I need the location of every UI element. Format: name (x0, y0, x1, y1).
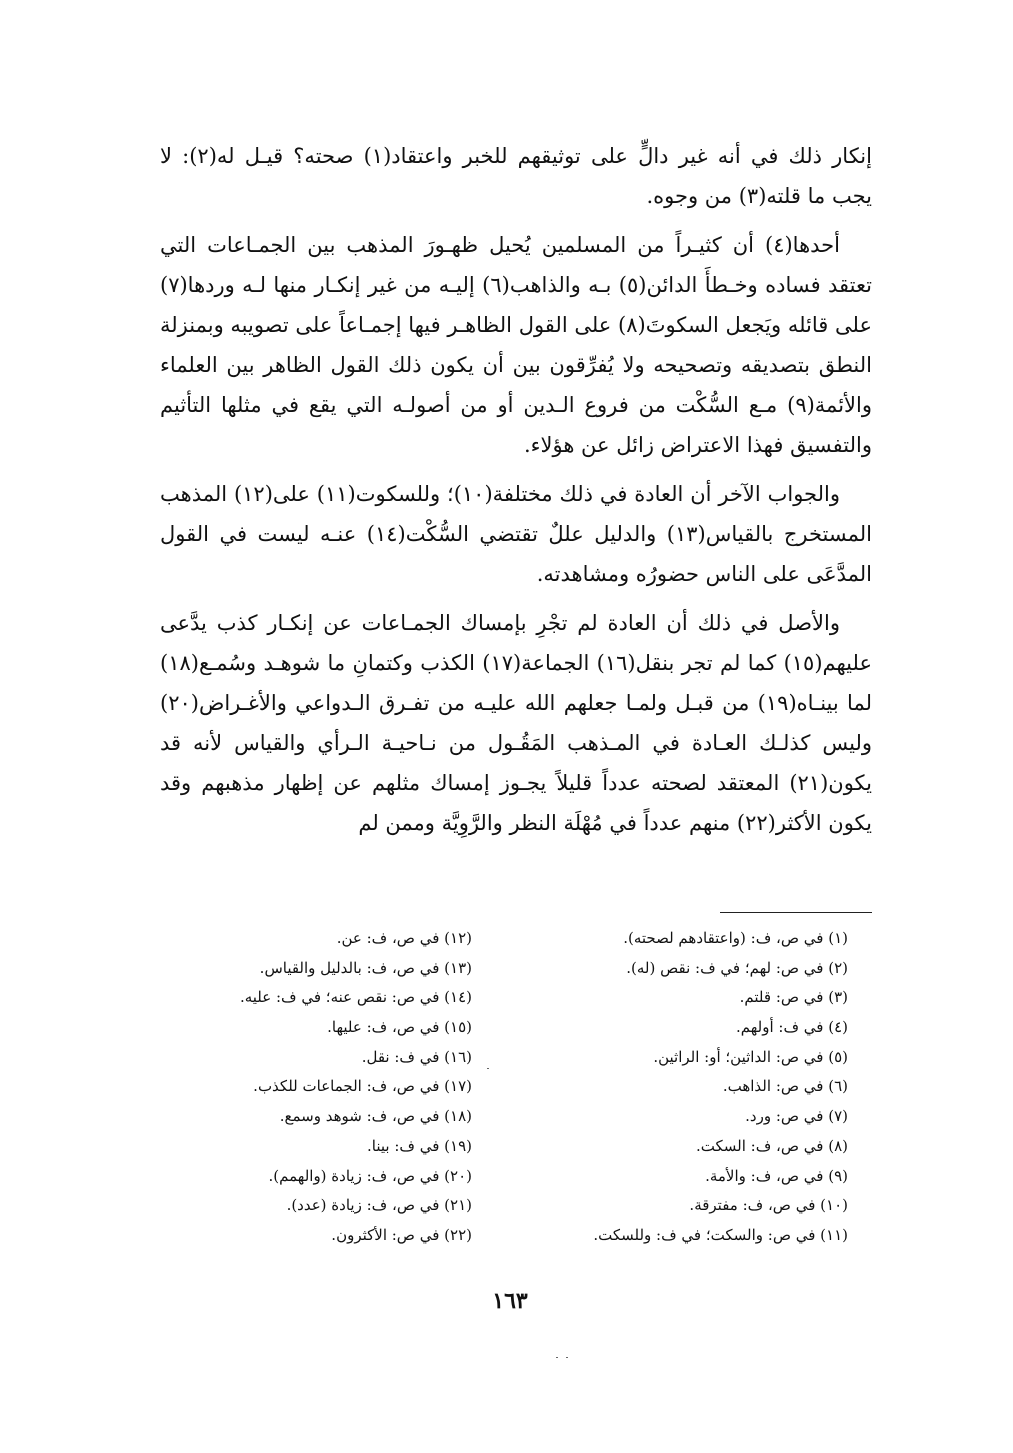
footnote: (٥) في ص: الداثين؛ أو: الراثين. (653, 1047, 848, 1066)
footnote: (٩) في ص، ف: والأمة. (705, 1166, 848, 1185)
footnote: (١٤) في ص: نقص عنه؛ في ف: عليه. (239, 988, 472, 1007)
footnote: (١٨) في ص، ف: شوهد وسمع. (279, 1107, 472, 1126)
footnote: (٤) في ف: أولهم. (735, 1018, 848, 1037)
footnote-divider (720, 912, 872, 913)
footnote: (١٠) في ص، ف: مفترقة. (689, 1196, 848, 1215)
footnote: (١٣) في ص، ف: بالدليل والقياس. (259, 958, 472, 977)
footnote: (٨) في ص، ف: السكت. (696, 1136, 848, 1155)
footnote: (١٢) في ص، ف: عن. (336, 929, 472, 947)
footnotes-column-right (520, 924, 848, 1251)
paragraph: أحدها(٤) أن كثيـراً من المسلمين يُحيل ظهـورَ المذهب بين الجمـاعات التي تعتقد فساده وخـطأَ الدائن(٥) بـه والذاهب(٦) إليـه من غير إنكـار منها لـه وردها(٧) على قائله ويَجعل السكوتَ(٨) على القول الظاهـر فيها إجمـاعاً على تصويبه وبمنزلة النطق بتصديقه وتصحيحه ولا يُفرِّقون بين أن يكون ذلك القول الظاهر بين العلماء والأئمة(٩) مـع السُّكْت من فروع الـدين أو من أصولـه التي يقع في مثلها التأثيم والتفسيق فهذا الاعتراض زائل عن هؤلاء. (160, 233, 872, 457)
footnotes-column-left (150, 924, 472, 1251)
paragraph: والأصل في ذلك أن العادة لم تجْرِ بإمساك الجمـاعات عن إنكـار كذب يدَّعى عليهم(١٥) كما لم تجر بنقل(١٦) الجماعة(١٧) الكذب وكتمانِ ما شوهـد وسُمـع(١٨) لما بينـاه(١٩) من قبـل ولمـا جعلهم الله عليـه من تفـرق الـدواعي والأغـراض(٢٠) وليس كذلـك العـادة في المـذهب المَقُـول من نـاحيـة الـرأي والقياس لأنه قد يكون(٢١) المعتقد لصحته عدداً قليلاً يجـوز إمساك مثلهم عن إظهار مذهبهم وقد يكون الأكثر(٢٢) منهم عدداً في مُهْلَة النظر والرَّوِيَّة وممن لم (160, 611, 872, 835)
footnote: (٢٠) في ص، ف: زيادة (والهمم). (268, 1166, 472, 1185)
footnote: (٣) في ص: قلتم. (739, 988, 848, 1007)
main-text (160, 136, 872, 852)
footnote: (٢٢) في ص: الأكثرون. (331, 1225, 472, 1244)
scan-speck (487, 1068, 489, 1069)
footnote: (٢) في ص: لهم؛ في ف: نقص (له). (626, 958, 848, 977)
scan-speck (566, 1357, 568, 1358)
footnote: (١٩) في ف: بينا. (367, 1136, 472, 1155)
paragraph: والجواب الآخر أن العادة في ذلك مختلفة(١٠)؛ وللسكوت(١١) على(١٢) المذهب المستخرج بالقياس(١٣) والدليل عللٌ تقتضي السُّكْت(١٤) عنـه ليست في القول المدَّعَى على الناس حضورُه ومشاهدته. (160, 482, 872, 586)
scan-speck (556, 1357, 558, 1358)
footnote: (١٥) في ص، ف: عليها. (327, 1018, 472, 1037)
paragraph: إنكار ذلك في أنه غير دالٍّ على توثيقهم للخبر واعتقاد(١) صحته؟ قيـل له(٢): لا يجب ما قلته(٣) من وجوه. (160, 144, 872, 208)
page-number: ١٦٣ (492, 1288, 528, 1314)
footnote: (١١) في ص: والسكت؛ في ف: وللسكت. (593, 1225, 848, 1244)
footnote: (١٧) في ص، ف: الجماعات للكذب. (253, 1077, 472, 1096)
footnote: (٦) في ص: الذاهب. (722, 1077, 848, 1096)
footnote: (١٦) في ف: نقل. (361, 1047, 472, 1066)
footnote: (٢١) في ص، ف: زيادة (عدد). (286, 1196, 472, 1215)
footnote: (٧) في ص: ورد. (745, 1107, 848, 1126)
footnote: (١) في ص، ف: (واعتقادهم لصحته). (623, 929, 848, 947)
